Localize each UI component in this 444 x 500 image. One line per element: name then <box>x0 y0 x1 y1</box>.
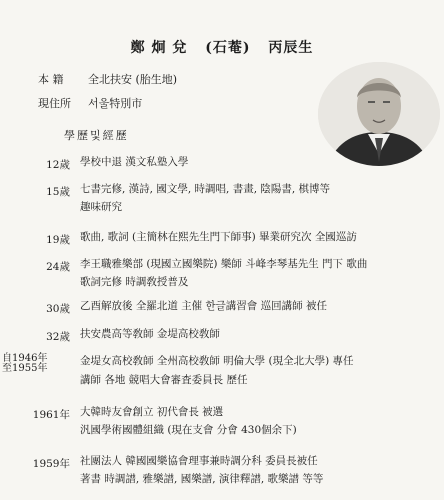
origin-value: 全北扶安 (胎生地) <box>88 73 178 86</box>
residence-row <box>38 95 142 111</box>
entry-age: 12歲 <box>46 159 70 171</box>
entry-line: 扶安農高等敎師 金堤高校敎師 <box>80 328 220 340</box>
entry-age: 15歲 <box>46 186 70 198</box>
entry-line: 歌詞完修 時調敎授普及 <box>80 276 189 288</box>
entry-line: 七書完修, 漢詩, 國文學, 時調唱, 書畫, 陰陽書, 棋博等 <box>80 183 331 195</box>
entry-age: 1961年 <box>32 409 70 421</box>
entry-age: 32歲 <box>46 331 70 343</box>
entry-line: 李王職雅樂部 (現國立國樂院) 樂師 斗峰李琴基先生 門下 歌曲 <box>80 258 368 270</box>
origin-label: 本 籍 <box>38 73 64 86</box>
entry-line: 著書 時調譜, 雅樂譜, 國樂譜, 演律釋譜, 歌樂譜 等等 <box>80 473 324 485</box>
period-from: 自1946年 <box>2 353 48 364</box>
entry-line: 歌曲, 歌詞 (主簡林在熙先生門下師事) 畢業研究次 全國巡訪 <box>80 231 357 243</box>
entry-age: 30歲 <box>46 303 70 315</box>
entry-line: 大韓時友會創立 初代會長 被選 <box>80 406 224 418</box>
history-heading: 學歷및經歷 <box>64 129 129 142</box>
birth-year: 丙辰生 <box>268 40 314 56</box>
entry-line: 汎國學術國體組織 (現在支會 分會 430個余下) <box>80 424 297 436</box>
entry-age: 24歲 <box>46 261 70 273</box>
person-name: 鄭 炯 兌 <box>130 40 188 56</box>
portrait-photo <box>318 62 440 166</box>
portrait-figure-icon <box>318 62 440 166</box>
residence-label: 現住所 <box>38 97 71 110</box>
entry-age: 19歲 <box>46 234 70 246</box>
entry-line: 金堤女高校敎師 全州高校敎師 明倫大學 (現全北大學) 專任 <box>80 355 354 367</box>
period-label <box>2 354 47 374</box>
residence-value: 서울特別市 <box>88 97 143 110</box>
pen-name: (石菴) <box>205 40 251 56</box>
entry-line: 講師 各地 競唱大會審査委員長 歷任 <box>80 374 248 386</box>
origin-row <box>38 71 177 87</box>
entry-age: 1959年 <box>32 458 70 470</box>
profile-title <box>0 37 444 57</box>
entry-line: 乙酉解放後 全羅北道 主催 한글講習會 巡回講師 被任 <box>80 300 327 312</box>
entry-line: 學校中退 漢文私塾入學 <box>80 156 189 168</box>
entry-line: 趣味研究 <box>80 201 122 213</box>
entry-line: 社團法人 韓國國樂協會理事兼時調分科 委員長被任 <box>80 455 318 467</box>
period-to: 至1955年 <box>2 363 48 374</box>
